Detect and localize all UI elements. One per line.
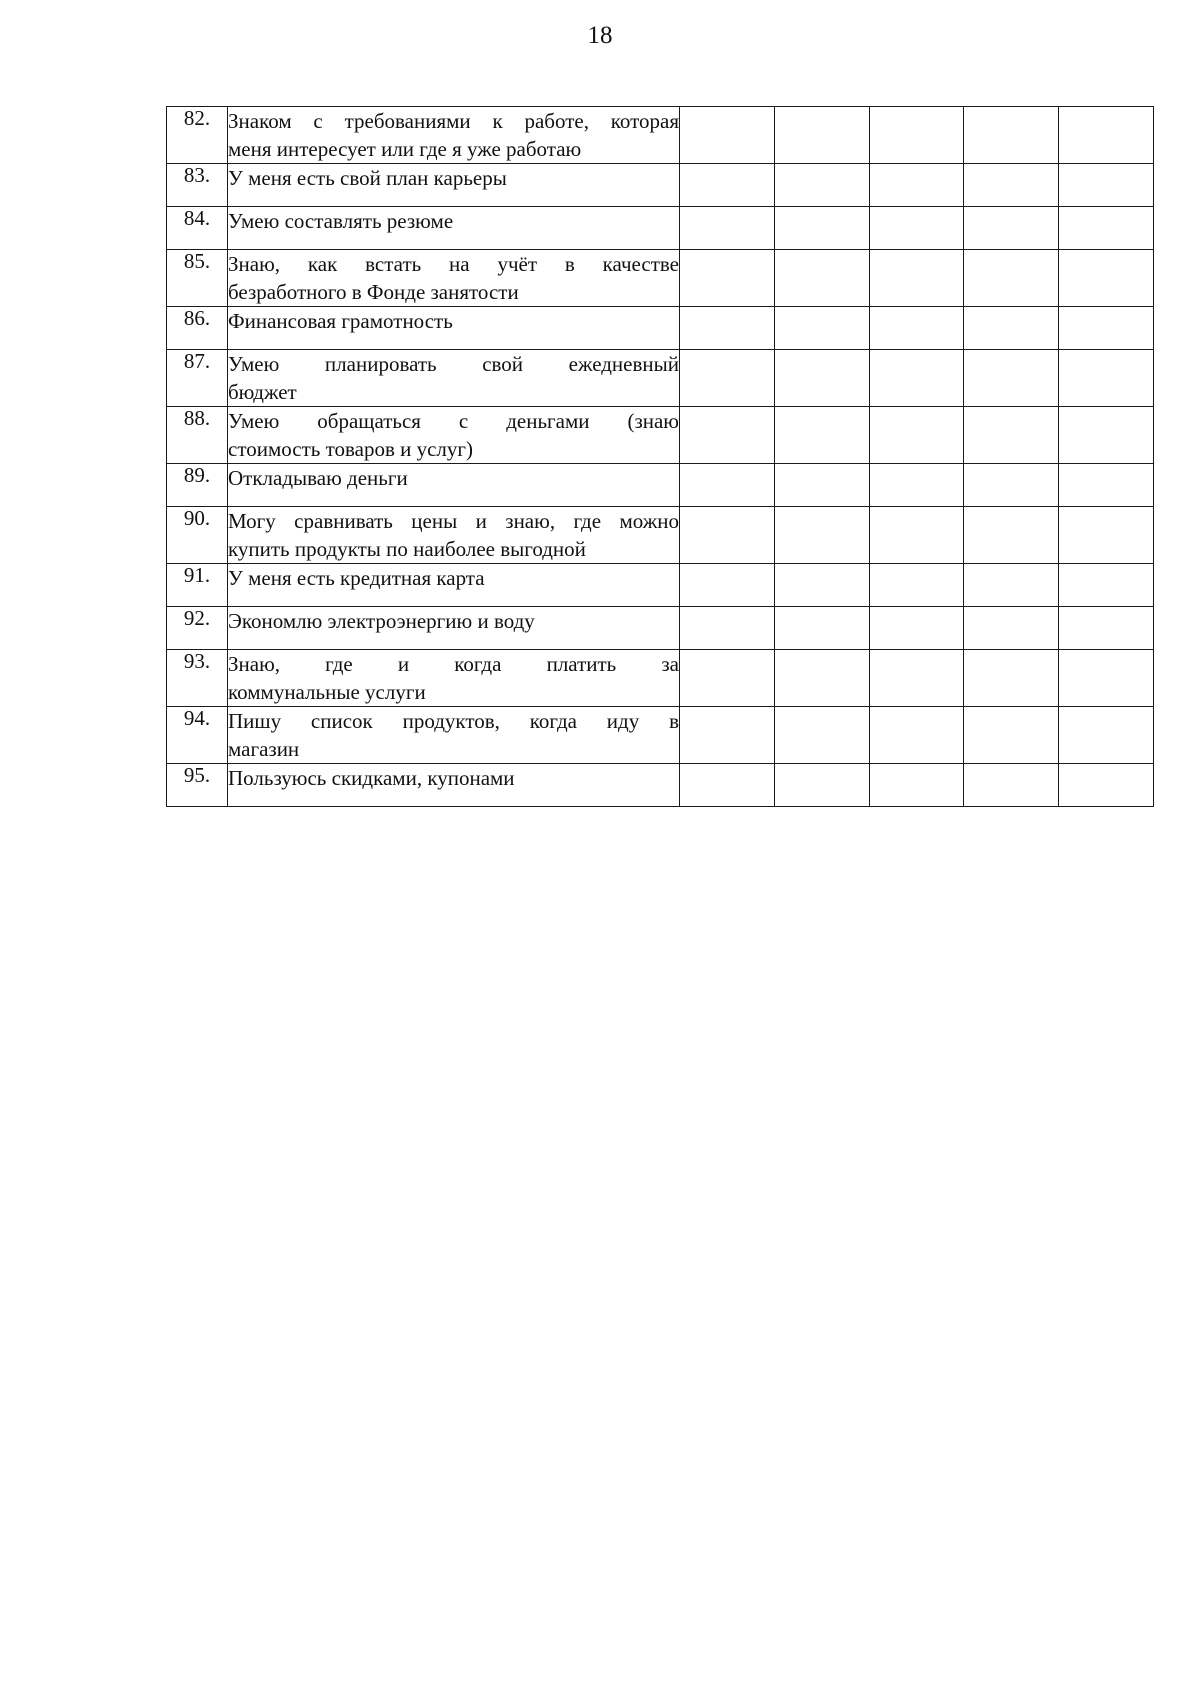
table-row (167, 350, 1154, 407)
answer-cell[interactable] (964, 650, 1059, 707)
answer-cell[interactable] (774, 564, 869, 607)
table-row (167, 250, 1154, 307)
answer-cell[interactable] (680, 307, 775, 350)
answer-cell[interactable] (964, 207, 1059, 250)
answer-cell[interactable] (774, 407, 869, 464)
answer-cell[interactable] (1059, 250, 1154, 307)
answer-cell[interactable] (774, 164, 869, 207)
item-number: 91. (167, 564, 228, 607)
statement-line: Умею составлять резюме (228, 209, 454, 233)
answer-cell[interactable] (869, 464, 964, 507)
item-statement (228, 207, 680, 250)
answer-cell[interactable] (1059, 607, 1154, 650)
answer-cell[interactable] (774, 650, 869, 707)
item-statement (228, 107, 680, 164)
answer-cell[interactable] (774, 207, 869, 250)
answer-cell[interactable] (774, 307, 869, 350)
answer-cell[interactable] (680, 350, 775, 407)
answer-cell[interactable] (964, 607, 1059, 650)
answer-cell[interactable] (680, 164, 775, 207)
item-number: 90. (167, 507, 228, 564)
answer-cell[interactable] (964, 464, 1059, 507)
answer-cell[interactable] (1059, 207, 1154, 250)
answer-cell[interactable] (869, 350, 964, 407)
statement-line: Умею обращаться с деньгами (знаю (228, 409, 679, 433)
survey-table (166, 106, 1154, 807)
statement-line: У меня есть свой план карьеры (228, 166, 507, 190)
table-row (167, 507, 1154, 564)
statement-line: Знаком с требованиями к работе, которая (228, 109, 679, 133)
statement-line: Экономлю электроэнергию и воду (228, 609, 535, 633)
answer-cell[interactable] (869, 250, 964, 307)
answer-cell[interactable] (774, 250, 869, 307)
item-statement (228, 564, 680, 607)
item-statement (228, 764, 680, 807)
answer-cell[interactable] (869, 764, 964, 807)
statement-line: Пишу список продуктов, когда иду в (228, 709, 679, 733)
answer-cell[interactable] (1059, 564, 1154, 607)
item-statement (228, 607, 680, 650)
table-row (167, 407, 1154, 464)
answer-cell[interactable] (1059, 164, 1154, 207)
answer-cell[interactable] (774, 764, 869, 807)
statement-line: У меня есть кредитная карта (228, 566, 485, 590)
answer-cell[interactable] (1059, 764, 1154, 807)
item-number: 95. (167, 764, 228, 807)
answer-cell[interactable] (680, 607, 775, 650)
answer-cell[interactable] (1059, 707, 1154, 764)
item-statement (228, 407, 680, 464)
item-statement (228, 507, 680, 564)
answer-cell[interactable] (680, 207, 775, 250)
answer-cell[interactable] (869, 164, 964, 207)
item-number: 92. (167, 607, 228, 650)
answer-cell[interactable] (869, 107, 964, 164)
answer-cell[interactable] (1059, 307, 1154, 350)
answer-cell[interactable] (964, 407, 1059, 464)
statement-line: магазин (228, 737, 300, 761)
answer-cell[interactable] (680, 250, 775, 307)
statement-line: Могу сравнивать цены и знаю, где можно (228, 509, 679, 533)
answer-cell[interactable] (774, 707, 869, 764)
item-statement (228, 464, 680, 507)
answer-cell[interactable] (1059, 350, 1154, 407)
statement-line: купить продукты по наиболее выгодной (228, 537, 586, 561)
item-statement (228, 707, 680, 764)
item-number: 87. (167, 350, 228, 407)
statement-line: бюджет (228, 380, 297, 404)
item-statement (228, 164, 680, 207)
item-number: 84. (167, 207, 228, 250)
answer-cell[interactable] (964, 707, 1059, 764)
table-row (167, 207, 1154, 250)
answer-cell[interactable] (964, 350, 1059, 407)
item-number: 85. (167, 250, 228, 307)
statement-line: Пользуюсь скидками, купонами (228, 766, 515, 790)
item-number: 86. (167, 307, 228, 350)
item-number: 94. (167, 707, 228, 764)
answer-cell[interactable] (869, 650, 964, 707)
answer-cell[interactable] (964, 107, 1059, 164)
answer-cell[interactable] (680, 407, 775, 464)
answer-cell[interactable] (1059, 464, 1154, 507)
statement-line: меня интересует или где я уже работаю (228, 137, 582, 161)
answer-cell[interactable] (869, 607, 964, 650)
answer-cell[interactable] (869, 207, 964, 250)
answer-cell[interactable] (680, 107, 775, 164)
answer-cell[interactable] (869, 407, 964, 464)
answer-cell[interactable] (869, 507, 964, 564)
answer-cell[interactable] (680, 464, 775, 507)
answer-cell[interactable] (680, 650, 775, 707)
table-row (167, 607, 1154, 650)
table-row (167, 707, 1154, 764)
answer-cell[interactable] (869, 564, 964, 607)
answer-cell[interactable] (964, 764, 1059, 807)
answer-cell[interactable] (964, 307, 1059, 350)
item-statement (228, 650, 680, 707)
table-row (167, 464, 1154, 507)
answer-cell[interactable] (964, 164, 1059, 207)
statement-line: Откладываю деньги (228, 466, 408, 490)
answer-cell[interactable] (680, 564, 775, 607)
answer-cell[interactable] (774, 464, 869, 507)
table-row (167, 307, 1154, 350)
answer-cell[interactable] (869, 307, 964, 350)
item-number: 83. (167, 164, 228, 207)
answer-cell[interactable] (680, 707, 775, 764)
answer-cell[interactable] (1059, 107, 1154, 164)
answer-cell[interactable] (680, 764, 775, 807)
statement-line: стоимость товаров и услуг) (228, 437, 474, 461)
page-number: 18 (587, 22, 613, 49)
statement-line: Знаю, где и когда платить за (228, 652, 679, 676)
item-number: 88. (167, 407, 228, 464)
answer-cell[interactable] (774, 107, 869, 164)
item-number: 89. (167, 464, 228, 507)
answer-cell[interactable] (1059, 507, 1154, 564)
answer-cell[interactable] (964, 564, 1059, 607)
item-statement (228, 350, 680, 407)
table-row (167, 107, 1154, 164)
answer-cell[interactable] (964, 507, 1059, 564)
answer-cell[interactable] (964, 250, 1059, 307)
statement-line: Умею планировать свой ежедневный (228, 352, 679, 376)
item-statement (228, 307, 680, 350)
table-row (167, 564, 1154, 607)
table-row (167, 764, 1154, 807)
table-row (167, 164, 1154, 207)
item-number: 93. (167, 650, 228, 707)
answer-cell[interactable] (774, 607, 869, 650)
statement-line: коммунальные услуги (228, 680, 426, 704)
statement-line: Финансовая грамотность (228, 309, 453, 333)
item-statement (228, 250, 680, 307)
answer-cell[interactable] (680, 507, 775, 564)
statement-line: Знаю, как встать на учёт в качестве (228, 252, 679, 276)
statement-line: безработного в Фонде занятости (228, 280, 519, 304)
answer-cell[interactable] (869, 707, 964, 764)
item-number: 82. (167, 107, 228, 164)
answer-cell[interactable] (1059, 407, 1154, 464)
answer-cell[interactable] (774, 507, 869, 564)
table-row (167, 650, 1154, 707)
answer-cell[interactable] (774, 350, 869, 407)
answer-cell[interactable] (1059, 650, 1154, 707)
